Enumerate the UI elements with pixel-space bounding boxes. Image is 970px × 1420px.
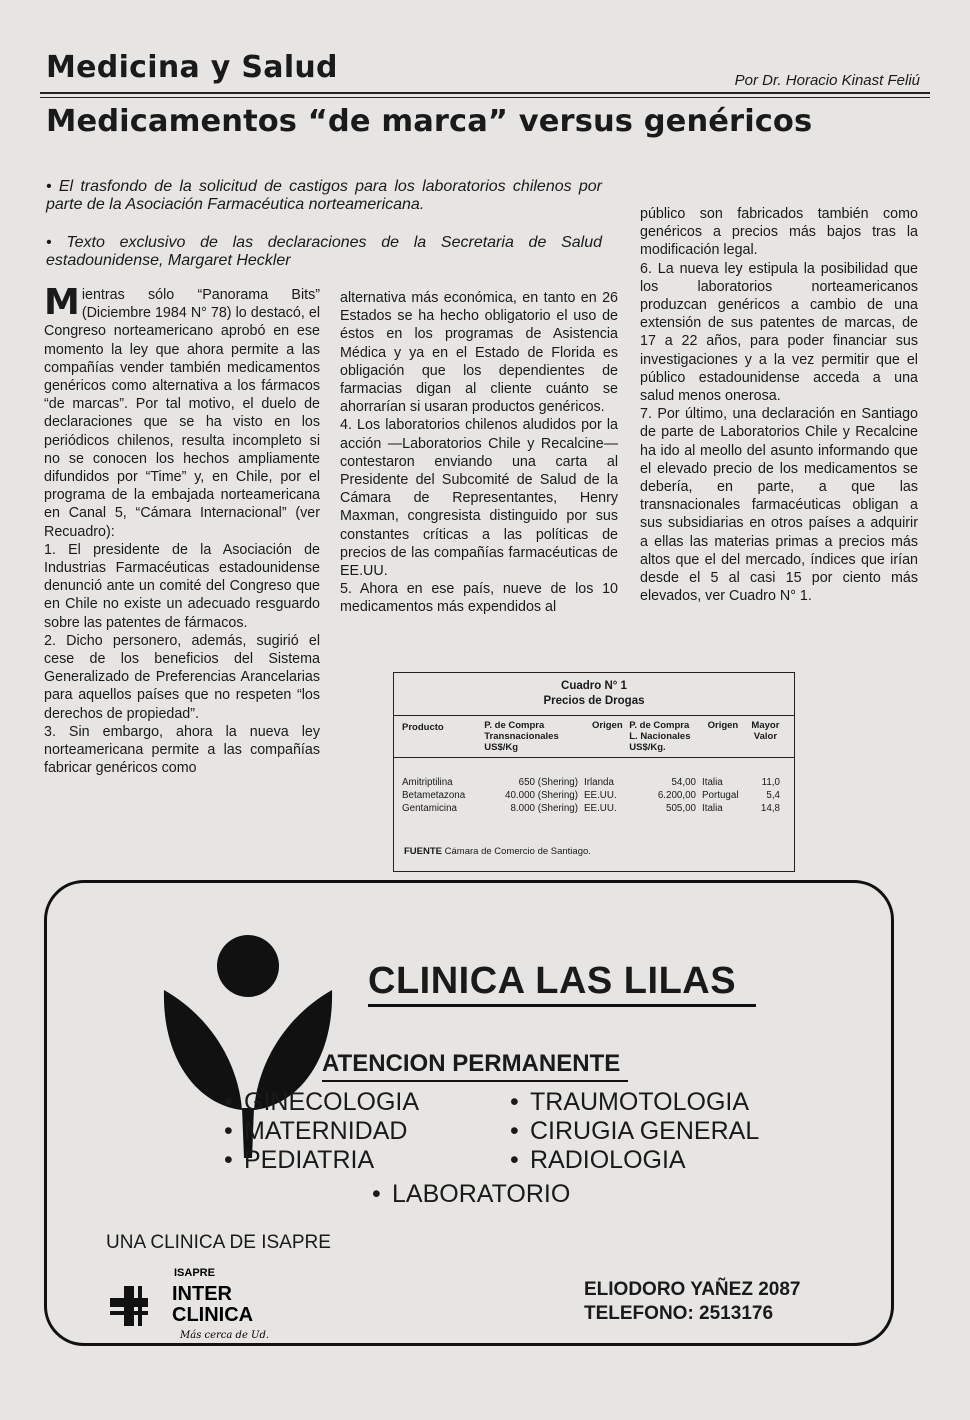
table-cell-compra-nac: 6.200,00 bbox=[657, 790, 696, 801]
interclinica-slogan: Más cerca de Ud. bbox=[180, 1330, 270, 1340]
header-origen-1: Origen bbox=[592, 720, 623, 731]
section-title: Medicina y Salud bbox=[46, 50, 338, 85]
paragraph: ientras sólo “Panorama Bits” (Diciembre 1984 N° 78) lo destacó, el Congreso norteamericano aprobó en ese momento la ley que ahora permite a las compañías vender también medicamentos genéricos como alternativa a los fármacos “de marcas”. Por tal motivo, el duelo de declaraciones que se ha visto en los periódicos chilenos, resulta incompleto si no se conocen los hechos ampliamente difundidos por “Time” y, en Chile, por el programa de la embajada norteamericana en Canal 5, “Cámara Internacional” (ver Recuadro): bbox=[44, 287, 320, 540]
paragraph: 6. La nueva ley estipula la posibilidad que los laboratorios norteamericanos produzcan genéricos a cambio de una extensión de sus patentes de marcas, de 17 a 22 años, para poder financiar sus investigaciones y a la vez permitir que el público estadounidense acceda a una salud menos onerosa. bbox=[640, 260, 918, 405]
interclinica-brand-2: CLINICA bbox=[172, 1304, 254, 1326]
table-cell-mayor: 14,8 bbox=[760, 803, 780, 814]
table-row bbox=[402, 776, 786, 789]
clinic-name-rule bbox=[368, 1004, 756, 1007]
price-table bbox=[393, 672, 795, 872]
paragraph: 3. Sin embargo, ahora la nueva ley norteamericana permite a las compañías fabricar genéricos como bbox=[44, 723, 320, 777]
table-source bbox=[404, 846, 591, 857]
table-cell-producto: Gentamicina bbox=[402, 803, 457, 814]
services-left bbox=[224, 1088, 419, 1175]
table-cell-mayor: 5,4 bbox=[766, 790, 780, 801]
service-item: • RADIOLOGIA bbox=[510, 1146, 686, 1174]
source-text: Cámara de Comercio de Santiago. bbox=[444, 846, 591, 857]
header-compra-trans: P. de Compra Transnacionales US$/Kg bbox=[484, 720, 559, 753]
table-cell-compra-nac: 54,00 bbox=[671, 777, 696, 788]
clinic-address: ELIODORO YAÑEZ 2087 bbox=[584, 1279, 801, 1300]
header-rule bbox=[40, 92, 930, 94]
clinic-contact bbox=[584, 1278, 800, 1326]
services-right bbox=[510, 1088, 759, 1175]
lead-bullet-1: • El trasfondo de la solicitud de castigos para los laboratorios chilenos por parte de la Asociación Farmacéutica norteamericana. bbox=[46, 178, 602, 213]
clinic-phone: TELEFONO: 2513176 bbox=[584, 1303, 774, 1324]
table-cell-compra-trans: 650 (Shering) bbox=[518, 777, 578, 788]
table-cell-compra-trans: 40.000 (Shering) bbox=[505, 790, 578, 801]
table-row bbox=[402, 802, 786, 815]
article-headline: Medicamentos “de marca” versus genéricos bbox=[46, 104, 813, 139]
paragraph: 5. Ahora en ese país, nueve de los 10 medicamentos más expendidos al bbox=[340, 581, 618, 616]
service-item: • CIRUGIA GENERAL bbox=[510, 1117, 760, 1145]
clinic-name: CLINICA LAS LILAS bbox=[368, 960, 737, 1002]
header-mayor: Mayor Valor bbox=[751, 720, 780, 742]
paragraph: público son fabricados también como genéricos a precios más bajos tras la modificación legal. bbox=[640, 206, 918, 259]
table-cell-origen2: Italia bbox=[702, 803, 723, 814]
table-header-row bbox=[402, 716, 786, 753]
source-label: FUENTE bbox=[404, 846, 442, 857]
service-item: • GINECOLOGIA bbox=[224, 1088, 420, 1116]
tagline-rule bbox=[322, 1080, 628, 1082]
isapre-small-text: ISAPRE bbox=[174, 1267, 215, 1279]
table-row bbox=[402, 789, 786, 802]
paragraph: 4. Los laboratorios chilenos aludidos por la acción —Laboratorios Chile y Recalcine— contestaron enviando una carta al Presidente del Subcomité de Salud de la Cámara de Representantes, Henry Maxman, congresista distinguido por sus constantes críticas a las políticas de precios de las compañías farmacéuticas de EE.UU. bbox=[340, 417, 618, 580]
service-center bbox=[372, 1180, 570, 1209]
header-origen-2: Origen bbox=[707, 720, 739, 731]
article-column-2 bbox=[340, 289, 618, 617]
isapre-line: UNA CLINICA DE ISAPRE bbox=[106, 1232, 331, 1253]
table-cell-compra-nac: 505,00 bbox=[666, 803, 696, 814]
table-cell-origen1: EE.UU. bbox=[584, 803, 617, 814]
table-title: Cuadro N° 1 bbox=[561, 680, 627, 692]
service-item: • TRAUMOTOLOGIA bbox=[510, 1088, 750, 1116]
table-cell-mayor: 11,0 bbox=[761, 777, 780, 788]
service-item: • LABORATORIO bbox=[372, 1180, 571, 1208]
service-item: • MATERNIDAD bbox=[224, 1117, 408, 1145]
interclinica-logo-icon bbox=[110, 1260, 280, 1340]
header-rule-thin bbox=[40, 97, 930, 98]
drop-cap: M bbox=[44, 282, 80, 323]
article-column-1 bbox=[44, 282, 320, 777]
table-cell-producto: Amitriptilina bbox=[402, 777, 453, 788]
interclinica-brand-1: INTER bbox=[172, 1283, 232, 1305]
lead-bullet-2: • Texto exclusivo de las declaraciones de la Secretaria de Salud estadounidense, Margaret Heckler bbox=[46, 234, 602, 269]
table-cell-origen1: EE.UU. bbox=[584, 790, 617, 801]
table-cell-origen2: Portugal bbox=[702, 790, 739, 801]
clinic-tagline: ATENCION PERMANENTE bbox=[322, 1050, 621, 1077]
table-subtitle: Precios de Drogas bbox=[543, 695, 645, 707]
header-producto: Producto bbox=[402, 722, 444, 733]
header-compra-nac: P. de Compra L. Nacionales US$/Kg. bbox=[629, 720, 691, 753]
paragraph: 7. Por último, una declaración en Santiago de parte de Laboratorios Chile y Recalcine ha ido al meollo del asunto informando que el elevado precio de los medicamentos se debería, en parte, a que las transnacionales farmacéuticas obligan a sus subsidiarias en otros países a adquirir a ellas las materias primas a precios más altos que el del mercado, índices que irían desde el 5 al casi 15 por ciento más elevados, ver Cuadro N° 1. bbox=[640, 406, 918, 605]
paragraph: alternativa más económica, en tanto en 26 Estados se ha hecho obligatorio el uso de éstos en los programas de Asistencia Médica y ya en el Estado de Florida es obligación que los dependientes de farmacias digan al cliente cuánto se ahorrarían si usaran productos genéricos. bbox=[340, 290, 618, 416]
table-cell-compra-trans: 8.000 (Shering) bbox=[510, 803, 578, 814]
paragraph: 2. Dicho personero, además, sugirió el cese de los beneficios del Sistema Generalizado de Preferencias Arancelarias para aquellos países que no respeten “los derechos de propiedad”. bbox=[44, 632, 320, 722]
table-cell-origen2: Italia bbox=[702, 777, 723, 788]
paragraph: 1. El presidente de la Asociación de Industrias Farmacéuticas estadounidense denunció ante un comité del Congreso que en Chile no existe un adecuado resguardo sobre las patentes de fármacos. bbox=[44, 541, 320, 631]
table-cell-origen1: Irlanda bbox=[584, 777, 614, 788]
table-cell-producto: Betametazona bbox=[402, 790, 466, 801]
table-body bbox=[402, 758, 786, 815]
service-item: • PEDIATRIA bbox=[224, 1146, 375, 1174]
article-column-3 bbox=[640, 205, 918, 605]
author-byline: Por Dr. Horacio Kinast Feliú bbox=[734, 72, 920, 89]
